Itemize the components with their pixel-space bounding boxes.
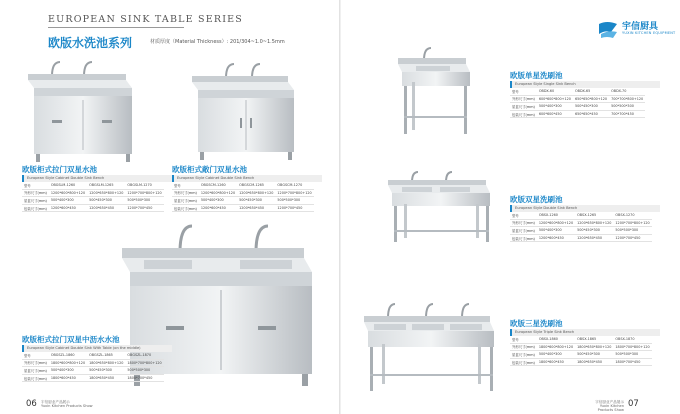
product-title-en: European Style Cabinet Double Sink Bench — [172, 175, 322, 182]
brand-name: 宇信厨具 — [622, 22, 659, 32]
table-row: 星盆尺寸(mm) 500*400*300 500*450*300 500*500*300 — [22, 197, 164, 205]
footer-right — [586, 399, 666, 411]
page-title: 欧版水洗池系列 — [48, 36, 133, 50]
table-row: 星盆尺寸(mm) 500*400*300 500*450*300 500*500*300 — [510, 227, 652, 235]
table-row: 包装尺寸(mm) 1800*600*450 1800*650*450 1800*700*450 — [22, 374, 164, 382]
product-block-0 — [22, 164, 172, 212]
spec-table — [510, 336, 652, 366]
table-row: 包装尺寸(mm) 1200*600*450 1200*650*450 1200*700*450 — [22, 204, 164, 212]
product-title-zh: 欧版双星洗刷池 — [510, 195, 563, 204]
table-row: 星盆尺寸(mm) 500*400*300 500*450*300 500*500*300 — [22, 367, 164, 375]
product-title-en: European Style Cabinet Double Sink Bench — [22, 175, 172, 182]
series-title: EUROPEAN SINK TABLE SERIES — [48, 14, 244, 25]
spec-table — [510, 212, 652, 242]
product-block-1 — [172, 164, 322, 212]
table-row: 星盆尺寸(mm) 500*400*300 500*450*300 500*500*300 — [510, 103, 645, 111]
product-title-zh: 欧版柜式拉门双星水池 — [22, 165, 97, 174]
product-title-en: European Style Cabinet Double Sink With Table (on the middle) — [22, 345, 172, 352]
product-block-2 — [22, 334, 172, 382]
footer-left — [26, 399, 106, 411]
product-image-single-sink-bench — [392, 44, 472, 136]
product-title-zh: 欧版柜式拉门双星中沥水水池 — [22, 335, 120, 344]
table-row: 型号 OBGSZL-1860 OBGSZL-1865 OBGSZL-1870 — [22, 352, 164, 359]
spec-table — [510, 88, 645, 118]
product-title-en: European Style Double Sink Bench — [510, 205, 660, 212]
product-block-3 — [510, 70, 660, 118]
table-row: 外形尺寸(mm) 1800*600*800+120 1800*650*800+120 1800*700*800+120 — [512, 344, 650, 350]
product-image-cabinet-swing-double-sink — [186, 56, 298, 162]
table-row: 型号 OBGSCM-1260 OBGSCM-1265 OBGSCM-1270 — [172, 182, 314, 189]
product-image-cabinet-sliding-double-sink — [22, 56, 134, 164]
product-title-zh: 欧版单星洗刷池 — [510, 71, 563, 80]
product-title-en: European Style Single Sink Bench — [510, 81, 660, 88]
page-number-left: 06 — [26, 399, 37, 409]
table-row: 外形尺寸(mm) 1200*600*800+120 1200*650*800+120 1200*700*800+120 — [512, 220, 650, 226]
product-title-en: European Style Triple Sink Bench — [510, 329, 660, 336]
product-title-zh: 欧版三星洗刷池 — [510, 319, 563, 328]
product-title-zh: 欧版柜式敞门双星水池 — [172, 165, 247, 174]
product-image-triple-sink-bench — [358, 296, 498, 392]
table-row: 外形尺寸(mm) 600*600*800+120 650*650*800+120 700*700*800+120 — [512, 96, 644, 102]
title-rule — [48, 27, 184, 28]
product-image-double-sink-bench — [382, 168, 494, 244]
product-block-4 — [510, 194, 660, 242]
spec-table — [172, 182, 314, 212]
table-row: 星盆尺寸(mm) 500*400*300 500*450*300 500*500*300 — [510, 351, 652, 359]
table-row: 型号 OBGSLM-1260 OBGSLM-1265 OBGSLM-1270 — [22, 182, 164, 189]
brand-subtitle: YUXIN KITCHEN EQUIPMENT — [622, 31, 676, 35]
spec-table — [22, 182, 164, 212]
page-number-right: 07 — [628, 399, 639, 409]
spec-table — [22, 352, 164, 382]
table-row: 包装尺寸(mm) 1800*600*450 1800*650*450 1800*700*450 — [510, 358, 652, 366]
table-row: 外形尺寸(mm) 1200*600*800+120 1200*650*800+120 1200*700*800+120 — [24, 190, 162, 196]
book-spine — [339, 0, 341, 414]
footer-text-right: 宇信厨业产品展示 Yuxin Kitchen Products Show — [595, 400, 624, 413]
table-row: 包装尺寸(mm) 1200*600*450 1200*650*450 1200*700*450 — [172, 204, 314, 212]
table-row: 外形尺寸(mm) 1200*600*800+120 1200*650*800+120 1200*700*800+120 — [174, 190, 312, 196]
table-row: 外形尺寸(mm) 1800*600*800+120 1800*650*800+120 1800*700*800+120 — [24, 360, 162, 366]
table-row: 型号 OBDX-60 OBDX-65 OBDX-70 — [510, 88, 645, 95]
product-block-5 — [510, 318, 660, 366]
table-row: 包装尺寸(mm) 600*600*450 650*650*450 700*700*450 — [510, 110, 645, 118]
table-row: 星盆尺寸(mm) 500*400*300 500*450*300 500*500*300 — [172, 197, 314, 205]
table-row: 型号 OBSX-1260 OBSX-1265 OBSX-1270 — [510, 212, 652, 219]
table-row: 型号 OBSX-1860 OBSX-1865 OBSX-1870 — [510, 336, 652, 343]
table-row: 包装尺寸(mm) 1200*600*450 1200*650*450 1200*700*450 — [510, 234, 652, 242]
material-thickness: 材质厚度（Material Thickness）: 201/304~1.0~1.5mm — [150, 39, 285, 45]
footer-text-left: 宇信厨业产品展示 Yuxin Kitchen Products Show — [41, 400, 93, 409]
